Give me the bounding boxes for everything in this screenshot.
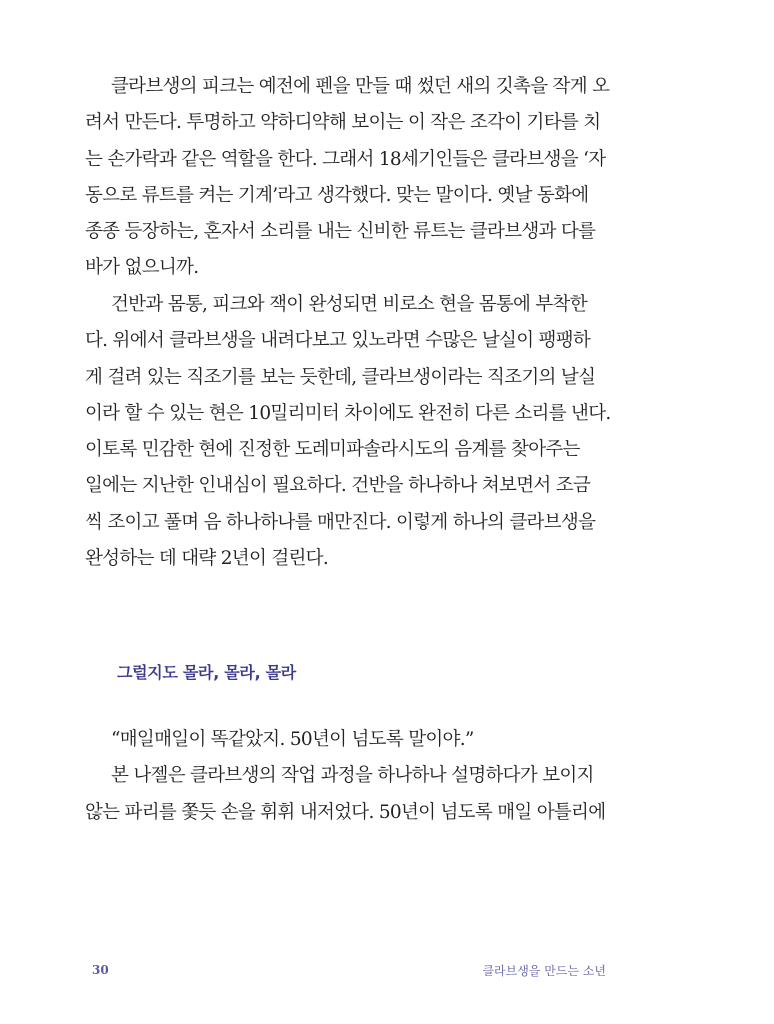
text-line: 클라브생의 피크는 예전에 펜을 만들 때 썼던 새의 깃촉을 작게 오 (111, 76, 610, 97)
text-line: 본 나젤은 클라브생의 작업 과정을 하나하나 설명하다가 보이지 (111, 765, 594, 787)
paragraph-1 (85, 69, 610, 287)
paragraph-2 (85, 287, 610, 577)
page-number: 30 (92, 963, 109, 977)
text-line: 바가 없으니까. (85, 257, 199, 279)
text-line: 않는 파리를 쫓듯 손을 휘휘 내저었다. 50년이 넘도록 매일 아틀리에 (85, 801, 606, 823)
text-line: 종종 등장하는, 혼자서 소리를 내는 신비한 류트는 클라브생과 다를 (85, 221, 596, 243)
running-footer-title: 클라브생을 만드는 소년 (482, 964, 606, 978)
paragraph-3 (85, 722, 610, 831)
text-line: 는 손가락과 같은 역할을 한다. 그래서 18세기인들은 클라브생을 ‘자 (85, 148, 606, 170)
text-line: 건반과 몸통, 피크와 잭이 완성되면 비로소 현을 몸통에 부착한 (111, 294, 587, 315)
section-subheading: 그럴지도 몰라, 몰라, 몰라 (117, 663, 296, 682)
text-line: 다. 위에서 클라브생을 내려다보고 있노라면 수많은 날실이 팽팽하 (85, 330, 591, 352)
text-line: 려서 만든다. 투명하고 약하디약해 보이는 이 작은 조각이 기타를 치 (85, 112, 601, 134)
text-line: 이라 할 수 있는 현은 10밀리미터 차이에도 완전히 다른 소리를 낸다. (85, 402, 611, 424)
text-line: 씩 조이고 풀며 음 하나하나를 매만진다. 이렇게 하나의 클라브생을 (85, 511, 596, 533)
text-line: 이토록 민감한 현에 진정한 도레미파솔라시도의 음계를 찾아주는 (85, 439, 580, 461)
text-line: 게 걸려 있는 직조기를 보는 듯한데, 클라브생이라는 직조기의 날실 (85, 366, 596, 388)
text-line: 일에는 지난한 인내심이 필요하다. 건반을 하나하나 쳐보면서 조금 (85, 475, 591, 497)
text-line: 동으로 류트를 켜는 기계’라고 생각했다. 맞는 말이다. 옛날 동화에 (85, 184, 589, 206)
text-line: 완성하는 데 대략 2년이 걸린다. (85, 548, 329, 570)
text-line: “매일매일이 똑같았지. 50년이 넘도록 말이야.” (111, 729, 474, 750)
